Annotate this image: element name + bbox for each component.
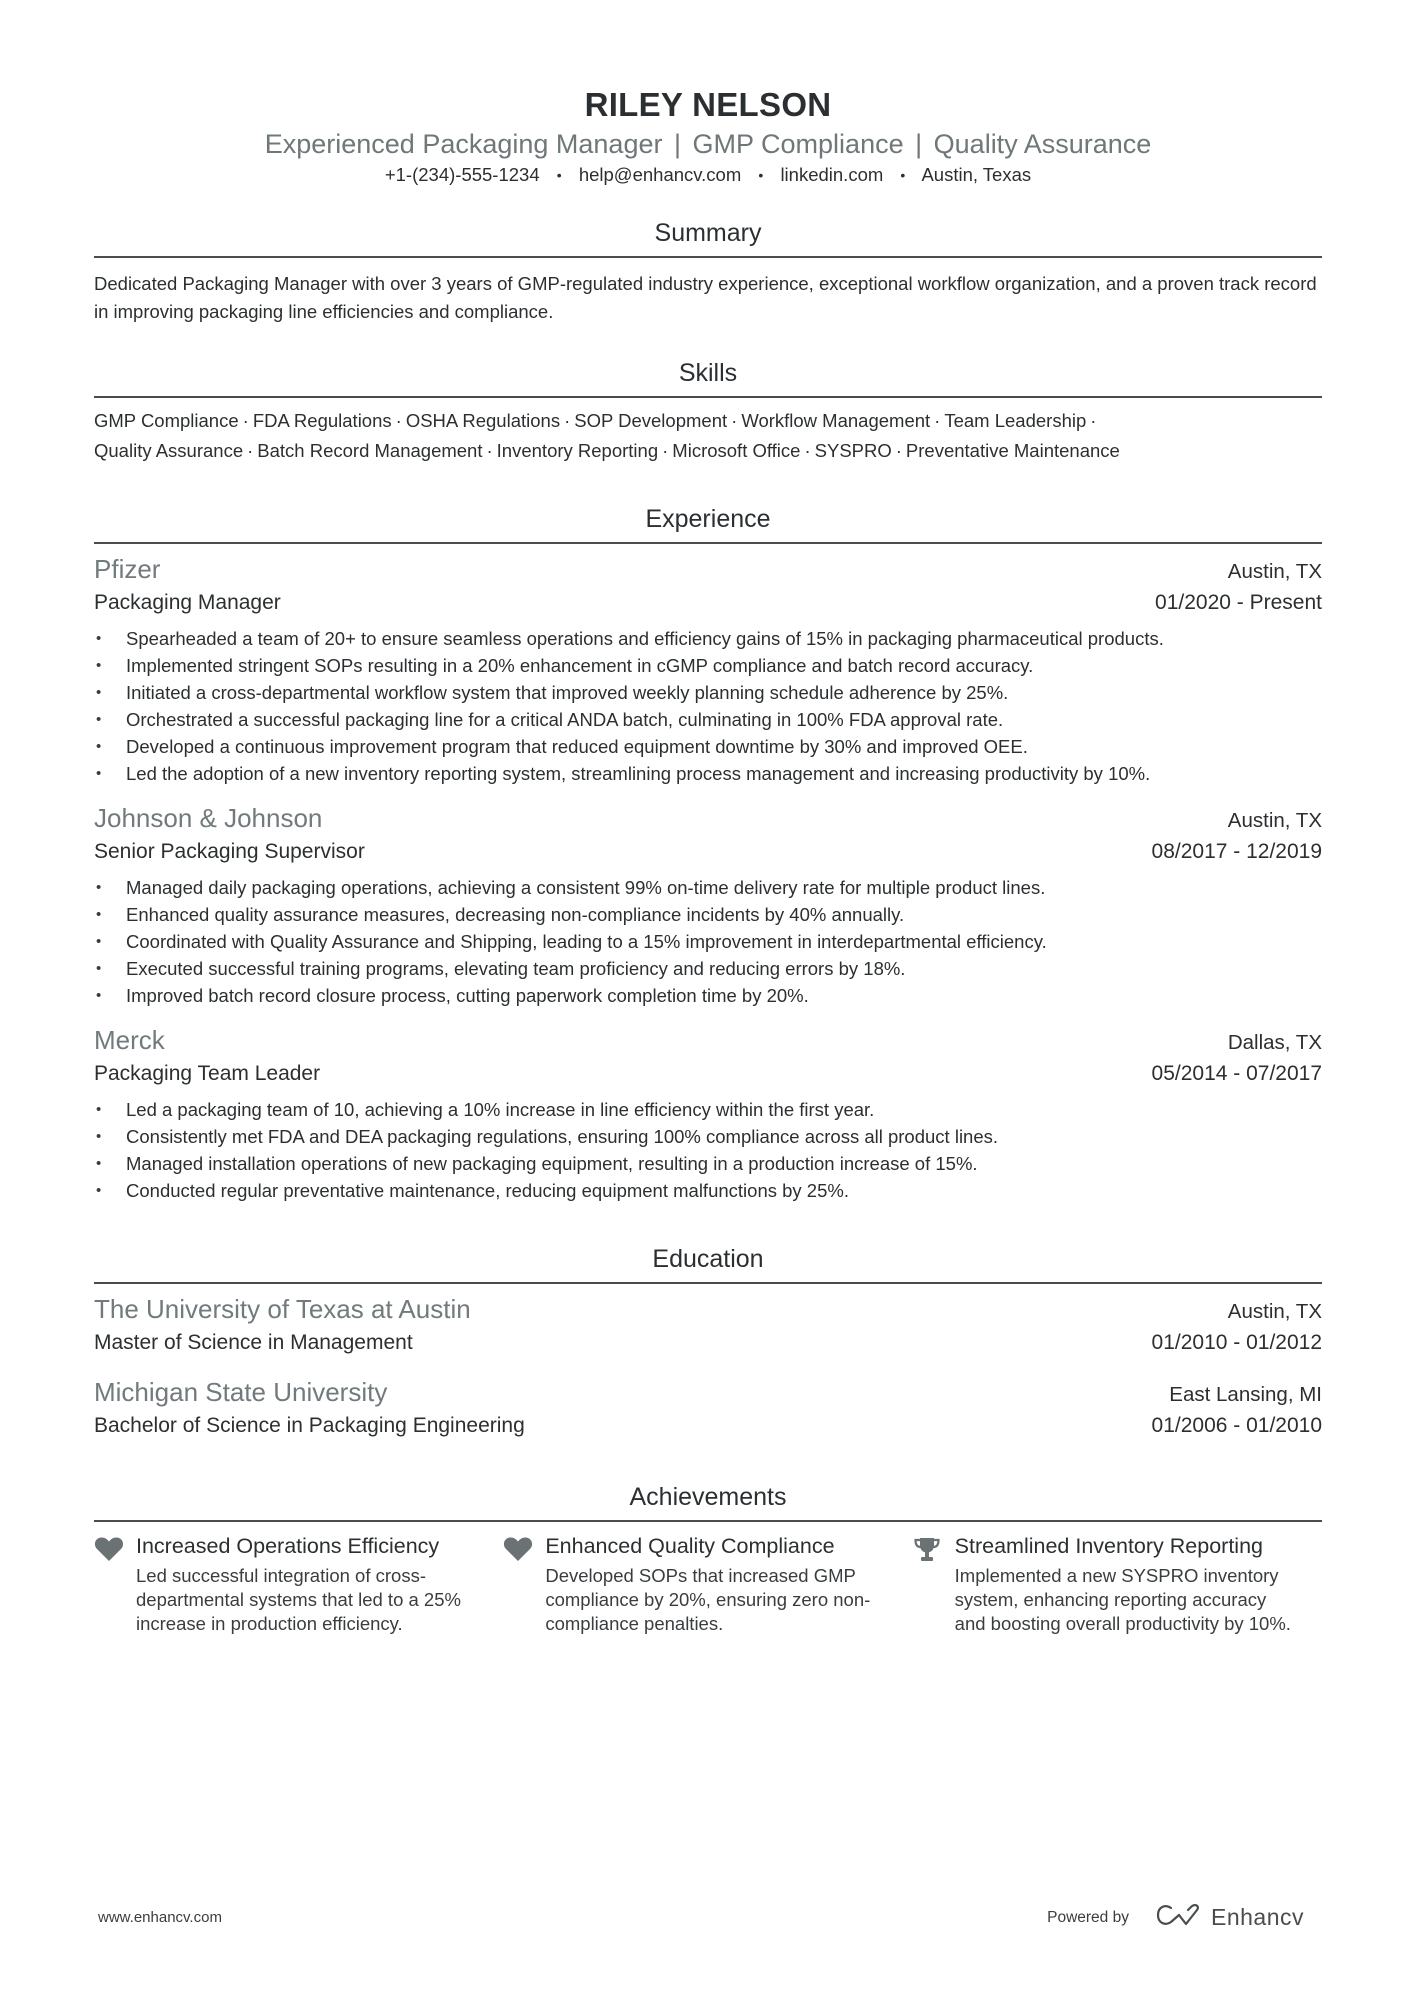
- school-location: East Lansing, MI: [1169, 1383, 1322, 1406]
- skill-separator: ·: [662, 440, 669, 461]
- footer: [98, 1902, 1304, 1933]
- skill-separator: ·: [564, 410, 571, 431]
- trophy-icon: [913, 1532, 955, 1636]
- skill-separator: ·: [247, 440, 254, 461]
- skill-separator: ·: [486, 440, 493, 461]
- bullet-item: • Orchestrated a successful packaging line for a critical ANDA batch, culminating in 100% FDA approval rate.: [94, 706, 1322, 733]
- skill-item: OSHA Regulations: [405, 410, 561, 431]
- achievement-title: Streamlined Inventory Reporting: [954, 1534, 1263, 1558]
- entry-role-row: [94, 1058, 1322, 1090]
- resume-header: [94, 0, 1322, 188]
- achievements-grid: [94, 1532, 1322, 1636]
- headline-separator: |: [915, 129, 923, 159]
- skill-item: FDA Regulations: [252, 410, 392, 431]
- email-link[interactable]: help@enhancv.com: [578, 164, 742, 185]
- entry-header-row: [94, 1023, 1322, 1058]
- skill-separator: ·: [804, 440, 811, 461]
- degree: Bachelor of Science in Packaging Engineering: [94, 1414, 525, 1437]
- achievement-body: [136, 1532, 503, 1636]
- education-list: [94, 1292, 1322, 1442]
- skill-item: SOP Development: [574, 410, 728, 431]
- entry-role-row: [94, 587, 1322, 619]
- achievement-description: Led successful integration of cross-departmental systems that led to a 25% increase in production efficiency.: [136, 1565, 461, 1634]
- job-location: Dallas, TX: [1227, 1031, 1322, 1054]
- skill-item: Team Leadership: [944, 410, 1087, 431]
- job-dates: 01/2020 - Present: [1155, 591, 1322, 614]
- section-title: Skills: [94, 358, 1322, 398]
- bullet-item: • Enhanced quality assurance measures, decreasing non-compliance incidents by 40% annually.: [94, 901, 1322, 928]
- bullet-item: • Managed daily packaging operations, achieving a consistent 99% on-time delivery rate for multiple product lines.: [94, 874, 1322, 901]
- company-name: Merck: [94, 1025, 165, 1055]
- bullet-item: • Initiated a cross-departmental workflow system that improved weekly planning schedule adherence by 25%.: [94, 679, 1322, 706]
- job-location: Austin, TX: [1227, 560, 1322, 583]
- entry-header-row: [94, 801, 1322, 836]
- headline-separator: |: [673, 129, 681, 159]
- job-location: Austin, TX: [1227, 809, 1322, 832]
- summary-text: Dedicated Packaging Manager with over 3 years of GMP-regulated industry experience, exceptional workflow organization, and a proven track record in improving packaging line efficiencies and compliance.: [94, 273, 1317, 322]
- achievement-title: Enhanced Quality Compliance: [545, 1534, 835, 1558]
- entry-header-row: [94, 1375, 1322, 1410]
- achievement-bullets: [94, 1096, 1322, 1204]
- job-title: Senior Packaging Supervisor: [94, 840, 365, 863]
- section-title: Summary: [94, 218, 1322, 258]
- phone: +1-(234)-555-1234: [384, 164, 540, 185]
- location: Austin, Texas: [921, 164, 1032, 185]
- bullet-item: • Led the adoption of a new inventory reporting system, streamlining process management and increasing productivity by 10%.: [94, 760, 1322, 787]
- experience-entry: [94, 801, 1322, 1009]
- skill-separator: ·: [1090, 410, 1097, 431]
- enhancv-logo-icon: [1155, 1902, 1203, 1933]
- achievement-body: [545, 1532, 912, 1636]
- achievement-description: Implemented a new SYSPRO inventory system, enhancing reporting accuracy and boosting overall productivity by 10%.: [954, 1565, 1291, 1634]
- entry-header-row: [94, 552, 1322, 587]
- linkedin-link[interactable]: linkedin.com: [780, 164, 884, 185]
- bullet-item: • Managed installation operations of new packaging equipment, resulting in a production increase of 15%.: [94, 1150, 1322, 1177]
- entry-role-row: [94, 836, 1322, 868]
- company-name: Pfizer: [94, 554, 161, 584]
- bullet-item: • Executed successful training programs, elevating team proficiency and reducing errors by 18%.: [94, 955, 1322, 982]
- contact-line: [94, 162, 1322, 188]
- job-dates: 08/2017 - 12/2019: [1151, 840, 1322, 863]
- section-title: Experience: [94, 504, 1322, 544]
- experience-entry: [94, 552, 1322, 787]
- job-title: Packaging Team Leader: [94, 1062, 321, 1085]
- entry-header-row: [94, 1292, 1322, 1327]
- achievement-bullets: [94, 625, 1322, 787]
- bullet-item: • Implemented stringent SOPs resulting in a 20% enhancement in cGMP compliance and batch record accuracy.: [94, 652, 1322, 679]
- heart-icon: [94, 1532, 136, 1636]
- skill-item: Batch Record Management: [257, 440, 483, 461]
- bullet-item: • Developed a continuous improvement program that reduced equipment downtime by 30% and improved OEE.: [94, 733, 1322, 760]
- headline-part: Quality Assurance: [933, 129, 1152, 159]
- skill-separator: ·: [242, 410, 249, 431]
- powered-by: [1047, 1902, 1304, 1933]
- skill-separator: ·: [895, 440, 902, 461]
- headline: [94, 126, 1322, 162]
- skill-separator: ·: [934, 410, 941, 431]
- company-name: Johnson & Johnson: [94, 803, 323, 833]
- contact-separator: •: [900, 167, 906, 183]
- skills-list: [94, 406, 1322, 466]
- entry-degree-row: [94, 1327, 1322, 1359]
- achievement-card: [503, 1532, 912, 1636]
- skill-separator: ·: [395, 410, 402, 431]
- contact-separator: •: [758, 167, 764, 183]
- skills-section: [94, 358, 1322, 466]
- job-title: Packaging Manager: [94, 591, 281, 614]
- heart-icon: [503, 1532, 545, 1636]
- school-name: Michigan State University: [94, 1377, 388, 1407]
- section-title: Achievements: [94, 1482, 1322, 1522]
- headline-part: Experienced Packaging Manager: [264, 129, 663, 159]
- powered-by-label: Powered by: [1047, 1908, 1129, 1926]
- education-dates: 01/2006 - 01/2010: [1151, 1414, 1322, 1437]
- experience-entry: [94, 1023, 1322, 1204]
- summary-section: [94, 218, 1322, 326]
- bullet-item: • Led a packaging team of 10, achieving a 10% increase in line efficiency within the first year.: [94, 1096, 1322, 1123]
- school-location: Austin, TX: [1227, 1300, 1322, 1323]
- headline-part: GMP Compliance: [692, 129, 904, 159]
- school-name: The University of Texas at Austin: [94, 1294, 471, 1324]
- skill-separator: ·: [731, 410, 738, 431]
- resume-page: [94, 0, 1322, 1636]
- bullet-item: • Spearheaded a team of 20+ to ensure seamless operations and efficiency gains of 15% in packaging pharmaceutical products.: [94, 625, 1322, 652]
- achievement-title: Increased Operations Efficiency: [136, 1534, 440, 1558]
- contact-separator: •: [556, 167, 562, 183]
- entry-degree-row: [94, 1410, 1322, 1442]
- achievement-card: [913, 1532, 1322, 1636]
- education-entry: [94, 1375, 1322, 1442]
- candidate-name: RILEY NELSON: [584, 86, 832, 123]
- brand-name: Enhancv: [1210, 1904, 1304, 1930]
- skill-item: Microsoft Office: [672, 440, 801, 461]
- bullet-item: • Consistently met FDA and DEA packaging regulations, ensuring 100% compliance across all product lines.: [94, 1123, 1322, 1150]
- section-title: Education: [94, 1244, 1322, 1284]
- achievement-description: Developed SOPs that increased GMP compliance by 20%, ensuring zero non-compliance penalties.: [545, 1565, 871, 1634]
- skill-item: Quality Assurance: [94, 440, 244, 461]
- achievements-section: [94, 1482, 1322, 1636]
- job-dates: 05/2014 - 07/2017: [1151, 1062, 1322, 1085]
- skill-item: GMP Compliance: [94, 410, 239, 431]
- skill-item: Inventory Reporting: [496, 440, 659, 461]
- bullet-item: • Conducted regular preventative maintenance, reducing equipment malfunctions by 25%.: [94, 1177, 1322, 1204]
- experience-list: [94, 552, 1322, 1204]
- brand-logo[interactable]: [1155, 1902, 1304, 1933]
- experience-section: [94, 504, 1322, 1204]
- skill-item: Workflow Management: [741, 410, 931, 431]
- achievement-body: [955, 1532, 1322, 1636]
- education-section: [94, 1244, 1322, 1442]
- skill-item: Preventative Maintenance: [905, 440, 1120, 461]
- bullet-item: • Improved batch record closure process, cutting paperwork completion time by 20%.: [94, 982, 1322, 1009]
- education-dates: 01/2010 - 01/2012: [1151, 1331, 1322, 1354]
- footer-url-link[interactable]: www.enhancv.com: [98, 1909, 222, 1926]
- skill-item: SYSPRO: [814, 440, 892, 461]
- education-entry: [94, 1292, 1322, 1359]
- degree: Master of Science in Management: [94, 1331, 413, 1354]
- achievement-bullets: [94, 874, 1322, 1009]
- achievement-card: [94, 1532, 503, 1636]
- bullet-item: • Coordinated with Quality Assurance and Shipping, leading to a 15% improvement in interdepartmental efficiency.: [94, 928, 1322, 955]
